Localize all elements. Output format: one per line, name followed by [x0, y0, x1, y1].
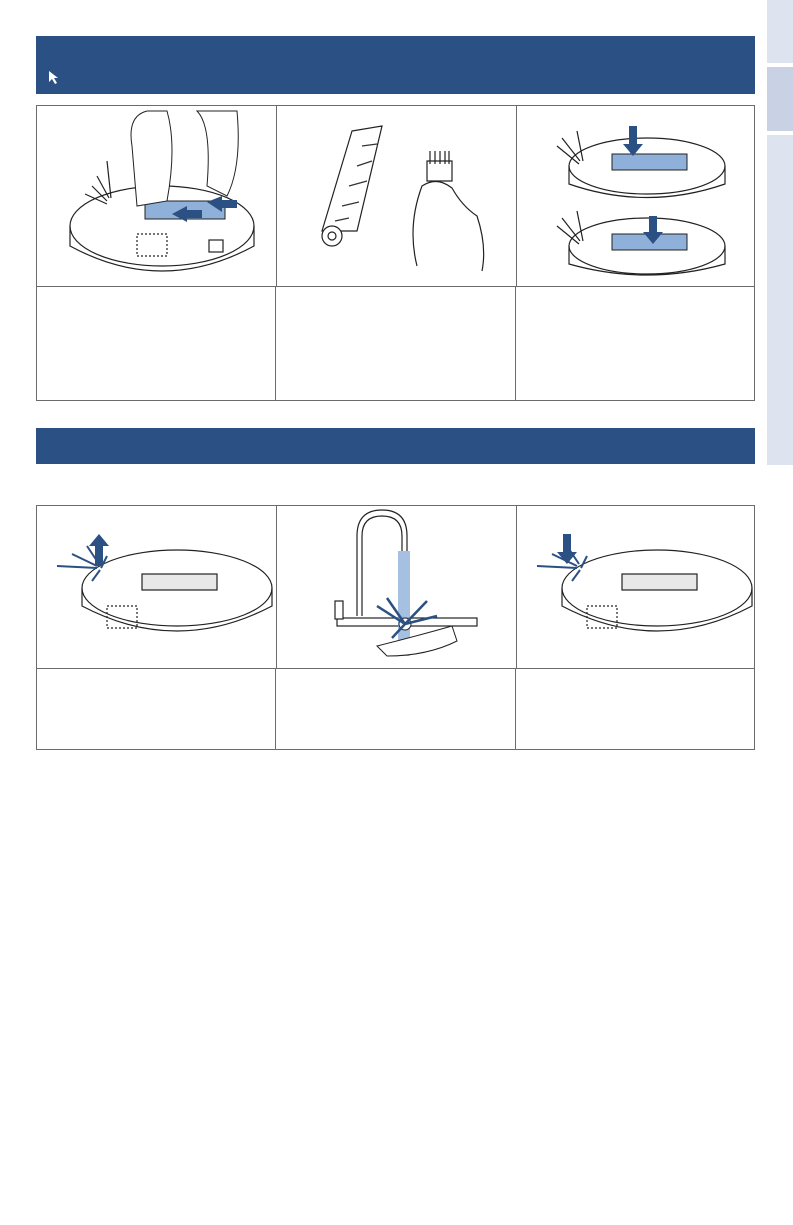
section-header-brushroll [36, 36, 755, 94]
robot-side-brush-up-illustration [37, 506, 276, 667]
robot-illustration [37, 106, 276, 285]
caption-side-step-2 [275, 669, 514, 750]
figure-clean-brushroll [276, 106, 516, 286]
caption-side-step-1 [37, 669, 275, 750]
figure-reinstall-brushroll [516, 106, 756, 286]
cursor-arrow-icon [48, 70, 64, 86]
side-brush-steps-grid [36, 505, 755, 750]
figure-remove-side-brush [37, 506, 276, 668]
section-header-side-brush [36, 428, 755, 464]
robot-side-brush-down-illustration [517, 506, 756, 667]
figure-rinse-side-brush [276, 506, 516, 668]
figure-remove-brushroll-cover [37, 106, 276, 286]
caption-step-3 [515, 287, 754, 401]
brushroll-steps-grid [36, 105, 755, 401]
side-tab-3[interactable] [767, 135, 793, 465]
caption-side-step-3 [515, 669, 754, 750]
caption-step-2 [275, 287, 514, 401]
caption-step-1 [37, 287, 275, 401]
figure-reinstall-side-brush [516, 506, 756, 668]
brushroll-illustration [277, 106, 516, 285]
faucet-illustration [277, 506, 516, 667]
side-tab-2-active[interactable] [767, 67, 793, 131]
reinstall-illustration [517, 106, 756, 285]
side-tab-1[interactable] [767, 0, 793, 63]
